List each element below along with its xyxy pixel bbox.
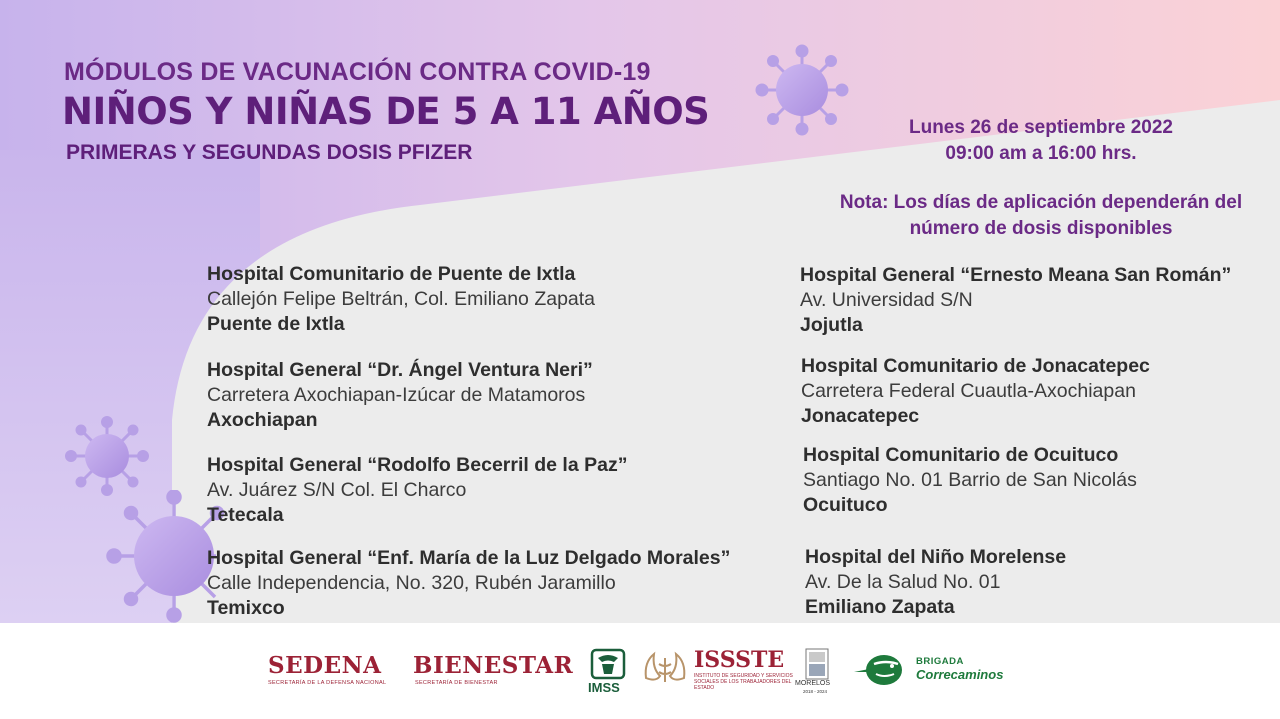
- hospital-city: Tetecala: [207, 504, 284, 526]
- schedule-hours: 09:00 am a 16:00 hrs.: [945, 143, 1137, 164]
- morelos-logo: MORELOS: [795, 680, 831, 687]
- dose-subtitle: PRIMERAS Y SEGUNDAS DOSIS PFIZER: [66, 141, 473, 164]
- hospital-city: Temixco: [207, 597, 285, 619]
- hospital-city: Ocuituco: [803, 494, 888, 516]
- imss-logo: IMSS: [588, 680, 620, 695]
- virus-icon: [752, 44, 852, 136]
- hospital-address: Carretera Federal Cuautla-Axochiapan: [801, 380, 1136, 402]
- hospital-address: Carretera Axochiapan-Izúcar de Matamoros: [207, 384, 586, 406]
- note-line-1: Nota: Los días de aplicación dependerán del: [839, 192, 1243, 213]
- hospital-city: Jonacatepec: [801, 405, 920, 427]
- hospital-city: Puente de Ixtla: [207, 313, 345, 335]
- hospital-entry: [207, 262, 595, 337]
- bienestar-subtitle: SECRETARÍA DE BIENESTAR: [415, 680, 498, 686]
- hospital-address: Av. Juárez S/N Col. El Charco: [207, 479, 467, 501]
- hospital-name: Hospital Comunitario de Jonacatepec: [801, 355, 1150, 377]
- schedule-date: Lunes 26 de septiembre 2022: [908, 117, 1173, 138]
- morelos-crest-icon: [805, 648, 829, 680]
- sedena-subtitle: SECRETARÍA DE LA DEFENSA NACIONAL: [268, 680, 387, 686]
- sedena-logo: SEDENA: [268, 652, 382, 679]
- hospital-entry: [805, 545, 1066, 620]
- hospital-entry: [207, 358, 593, 433]
- issste-hands-icon: [640, 648, 690, 692]
- hospital-entry: [801, 354, 1150, 429]
- hospital-address: Callejón Felipe Beltrán, Col. Emiliano Zapata: [207, 288, 596, 310]
- hospital-name: Hospital General “Rodolfo Becerril de la Paz”: [207, 454, 628, 476]
- hospital-address: Santiago No. 01 Barrio de San Nicolás: [803, 469, 1137, 491]
- hospital-address: Calle Independencia, No. 320, Rubén Jaramillo: [207, 572, 616, 594]
- hospital-name: Hospital General “Enf. María de la Luz Delgado Morales”: [207, 547, 731, 569]
- virus-icon: [64, 416, 150, 496]
- note-line-2: número de dosis disponibles: [909, 218, 1173, 239]
- morelos-subtitle: 2018 - 2024: [803, 689, 828, 694]
- imss-eagle-icon: [590, 648, 626, 680]
- campaign-title: MÓDULOS DE VACUNACIÓN CONTRA COVID-19: [64, 58, 651, 86]
- hospital-city: Axochiapan: [207, 409, 318, 431]
- hospital-name: Hospital Comunitario de Ocuituco: [803, 444, 1119, 466]
- schedule-block: [866, 115, 1216, 167]
- brigada-subtitle: Correcaminos: [916, 667, 1004, 682]
- target-group-title: NIÑOS Y NIÑAS DE 5 A 11 AÑOS: [62, 90, 710, 133]
- bienestar-logo: BIENESTAR: [413, 652, 574, 679]
- hospital-entry: [803, 443, 1137, 518]
- brigada-logo: BRIGADA: [916, 656, 964, 667]
- hospital-name: Hospital General “Ernesto Meana San Román”: [800, 264, 1232, 286]
- correcaminos-bird-icon: [852, 652, 912, 688]
- hospital-entry: [800, 263, 1231, 338]
- hospital-city: Jojutla: [800, 314, 863, 336]
- hospital-name: Hospital Comunitario de Puente de Ixtla: [207, 263, 576, 285]
- hospital-name: Hospital General “Dr. Ángel Ventura Neri”: [207, 359, 593, 381]
- hospital-address: Av. De la Salud No. 01: [805, 571, 1001, 593]
- issste-logo: ISSSTE: [694, 647, 785, 673]
- hospital-entry: [207, 453, 627, 528]
- note-block: [808, 190, 1274, 242]
- hospital-city: Emiliano Zapata: [805, 596, 955, 618]
- hospital-name: Hospital del Niño Morelense: [805, 546, 1067, 568]
- issste-subtitle: INSTITUTO DE SEGURIDAD Y SERVICIOS SOCIALES DE LOS TRABAJADORES DEL ESTADO: [694, 673, 793, 691]
- hospital-entry: [207, 546, 730, 621]
- hospital-address: Av. Universidad S/N: [800, 289, 973, 311]
